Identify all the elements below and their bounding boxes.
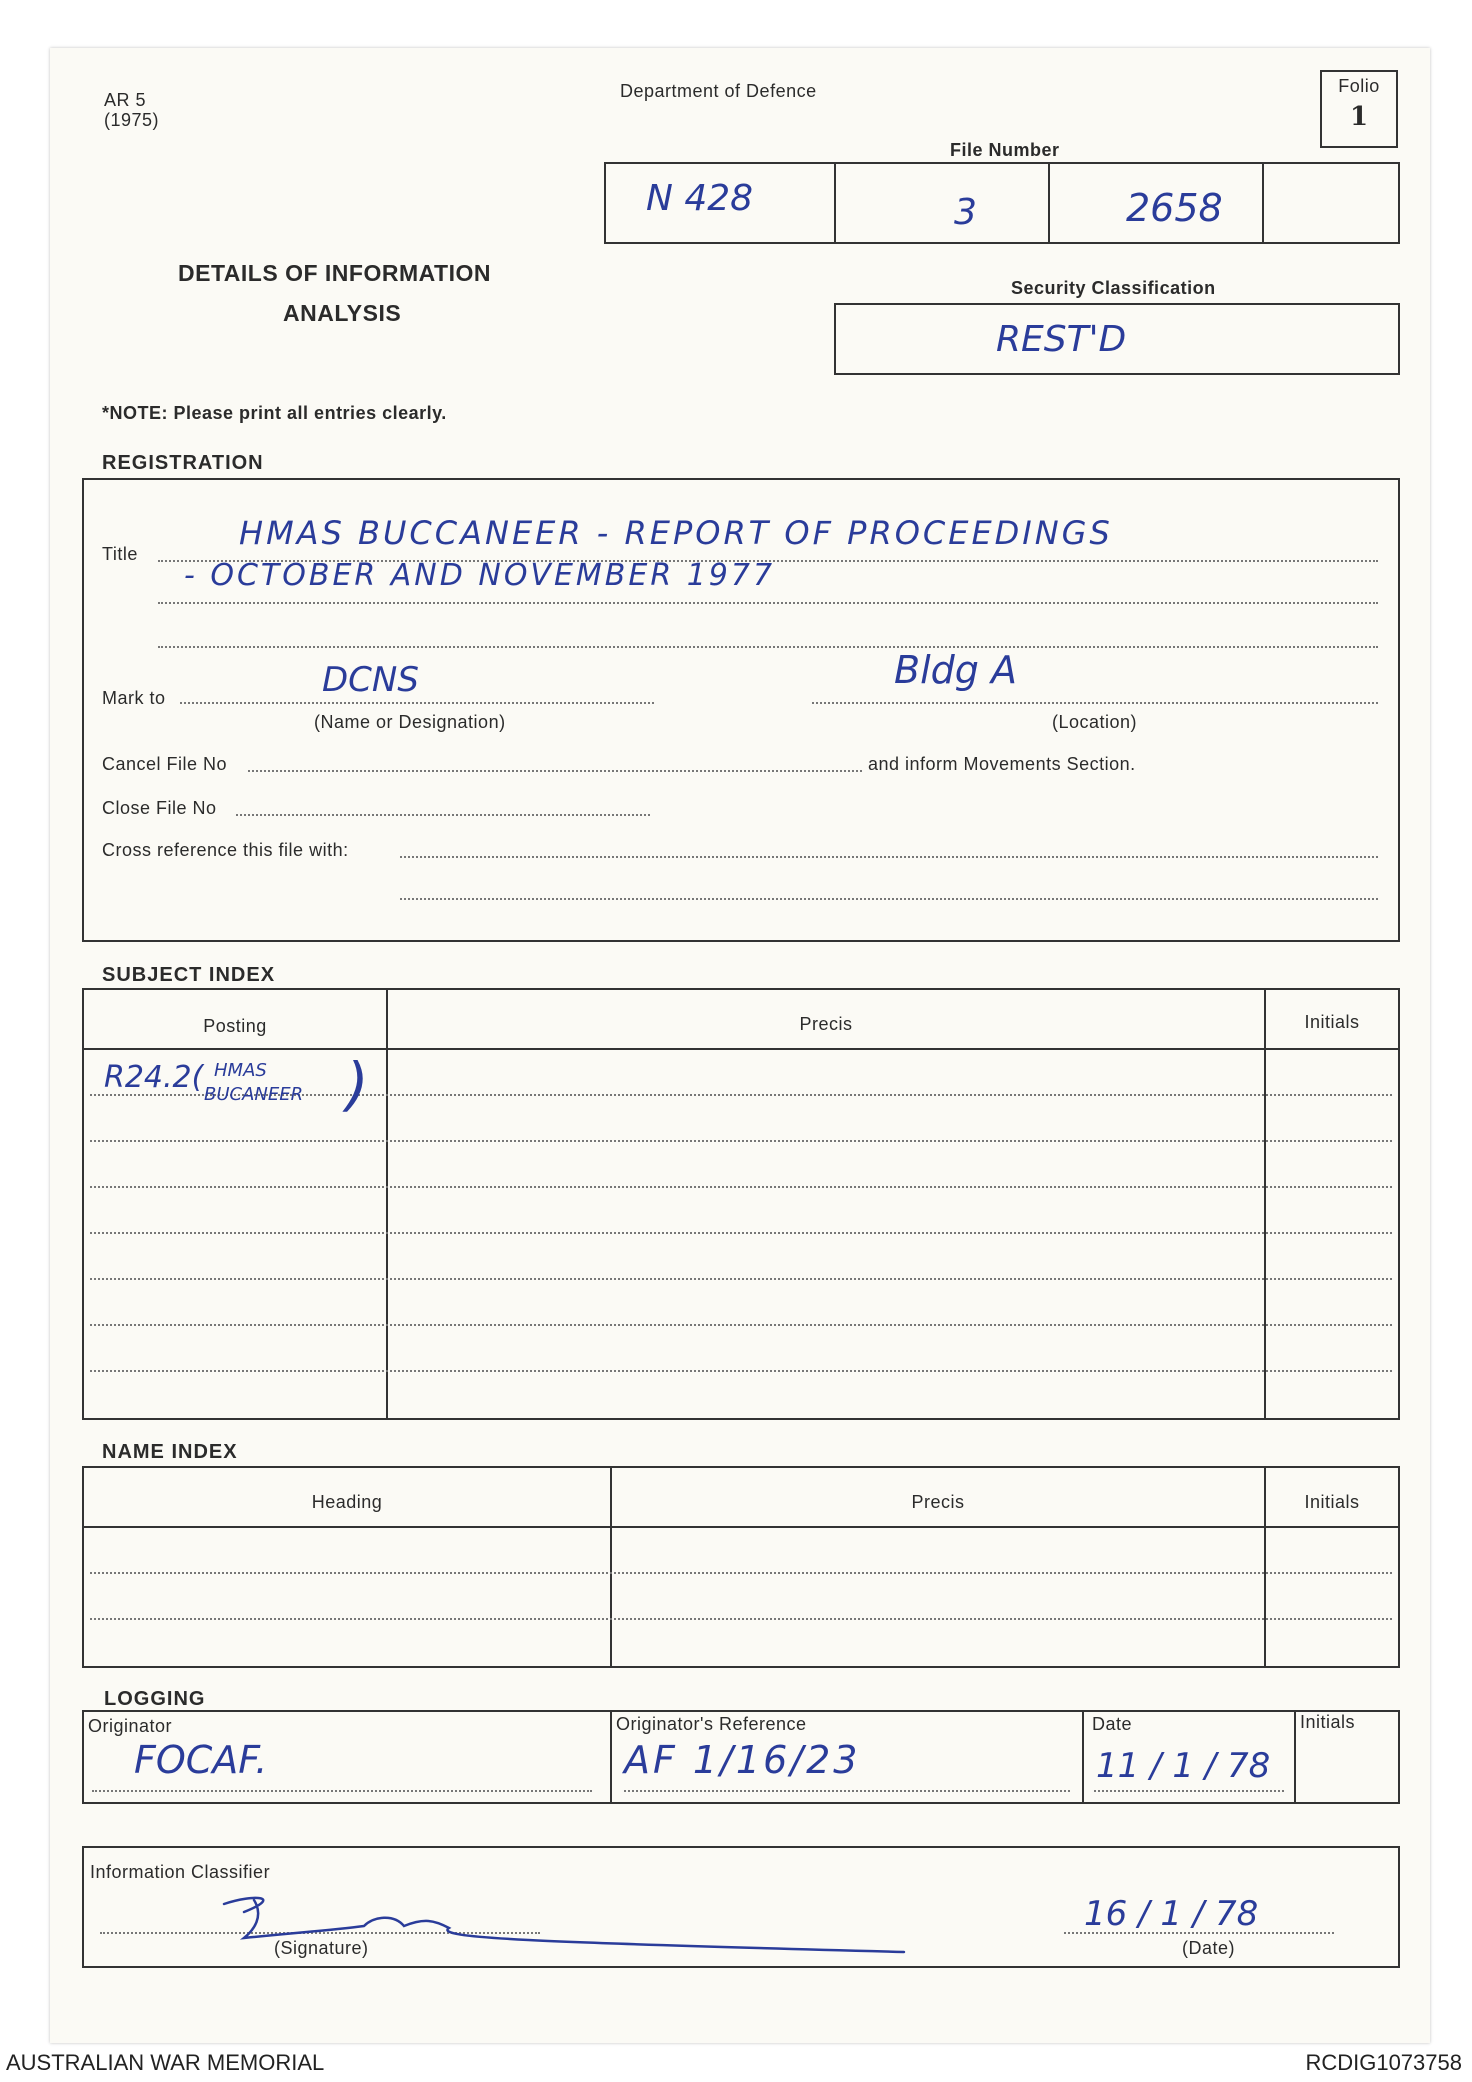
form-code: AR 5: [104, 90, 147, 110]
footer-record-id: RCDIG1073758: [1305, 2050, 1462, 2075]
originator-value: FOCAF.: [134, 1738, 268, 1782]
subject-col-precis: Precis: [799, 1014, 853, 1034]
security-classification-label: Security Classification: [1011, 278, 1216, 298]
posting-entry-line1: HMAS: [214, 1060, 267, 1081]
registration-box: [82, 478, 1400, 942]
classifier-box: [82, 1846, 1400, 1968]
security-classification-box: [834, 303, 1400, 375]
logging-date-label: Date: [1092, 1714, 1133, 1734]
subject-index-table: [82, 988, 1400, 1420]
subject-col-posting: Posting: [203, 1016, 267, 1036]
security-classification-value: REST'D: [996, 319, 1127, 360]
signature-caption: (Signature): [274, 1938, 369, 1958]
folio-box: [1320, 70, 1398, 148]
classifier-date-value: 16 / 1 / 78: [1084, 1894, 1259, 1934]
location-value: Bldg A: [894, 648, 1017, 692]
classifier-label: Information Classifier: [90, 1862, 271, 1882]
name-col-initials: Initials: [1304, 1492, 1360, 1512]
name-caption: (Name or Designation): [314, 712, 506, 732]
folio-value: 1: [1349, 102, 1369, 132]
name-col-heading: Heading: [311, 1492, 383, 1512]
posting-entry-bracket: ): [346, 1050, 369, 1118]
close-file-label: Close File No: [102, 798, 217, 818]
file-number-part-3: 2658: [1126, 186, 1223, 230]
form-sheet: [50, 48, 1430, 2043]
originator-label: Originator: [88, 1716, 173, 1736]
mark-to-value: DCNS: [322, 660, 419, 700]
signature-mark: [104, 1886, 924, 1956]
posting-entry-line2: BUCANEER: [204, 1084, 304, 1105]
file-number-part-2: 3: [954, 192, 977, 233]
title-label: Title: [102, 544, 138, 564]
mark-to-label: Mark to: [102, 688, 166, 708]
cancel-file-suffix: and inform Movements Section.: [868, 754, 1136, 774]
file-number-label: File Number: [950, 140, 1060, 160]
folio-label: Folio: [1338, 76, 1380, 96]
note-text: *NOTE: Please print all entries clearly.: [102, 403, 447, 423]
name-index-table: [82, 1466, 1400, 1668]
logging-date-value: 11 / 1 / 78: [1096, 1746, 1271, 1786]
title-value-line1: HMAS BUCCANEER - REPORT OF PROCEEDINGS: [239, 514, 1113, 552]
file-number-part-1: N 428: [646, 178, 754, 219]
file-number-box: [604, 162, 1400, 244]
form-year: (1975): [104, 110, 160, 130]
form-title-line2: ANALYSIS: [283, 300, 402, 326]
department-label: Department of Defence: [620, 81, 817, 101]
logging-table: [82, 1710, 1400, 1804]
registration-heading: REGISTRATION: [102, 452, 264, 474]
cross-reference-label: Cross reference this file with:: [102, 840, 349, 860]
footer-archive-name: AUSTRALIAN WAR MEMORIAL: [6, 2050, 325, 2075]
subject-col-initials: Initials: [1304, 1012, 1360, 1032]
subject-index-heading: SUBJECT INDEX: [102, 964, 276, 986]
originator-reference-value: AF 1/16/23: [624, 1738, 861, 1782]
originator-reference-label: Originator's Reference: [616, 1714, 807, 1734]
classifier-date-caption: (Date): [1182, 1938, 1236, 1958]
location-caption: (Location): [1052, 712, 1138, 732]
logging-heading: LOGGING: [104, 1688, 206, 1710]
name-index-heading: NAME INDEX: [102, 1441, 238, 1463]
cancel-file-label: Cancel File No: [102, 754, 228, 774]
posting-entry-code: R24.2(: [104, 1060, 204, 1095]
name-col-precis: Precis: [911, 1492, 965, 1512]
logging-initials-label: Initials: [1300, 1712, 1356, 1732]
title-value-line2: - OCTOBER AND NOVEMBER 1977: [184, 558, 776, 593]
form-title-line1: DETAILS OF INFORMATION: [178, 260, 491, 286]
